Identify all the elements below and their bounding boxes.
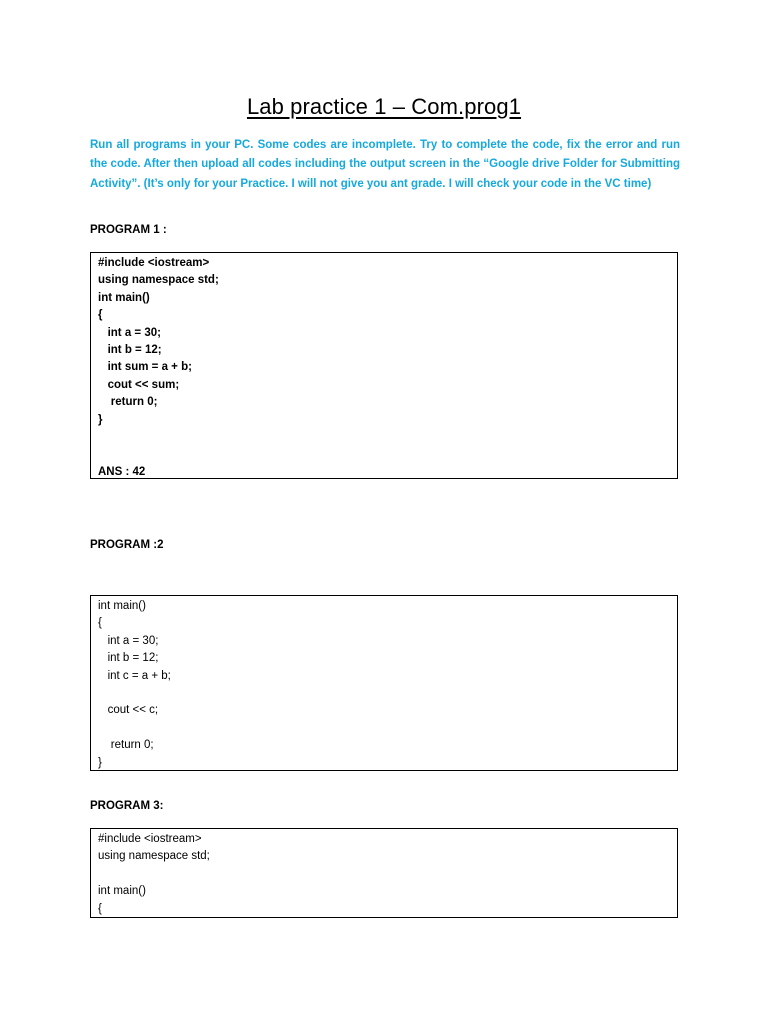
code-line: }	[98, 413, 103, 426]
code-line: {	[98, 902, 102, 915]
code-line	[98, 720, 670, 737]
code-line: }	[98, 756, 102, 769]
code-line: int main()	[98, 885, 146, 898]
program-3-heading: PROGRAM 3:	[90, 800, 164, 812]
code-line: int c = a + b;	[98, 669, 171, 682]
code-line: {	[98, 617, 102, 630]
code-line: cout << c;	[98, 704, 159, 717]
code-line: int b = 12;	[98, 652, 159, 665]
program-3-code-box	[90, 828, 678, 918]
code-line: int a = 30;	[98, 634, 159, 647]
code-line	[98, 866, 670, 883]
code-line: return 0;	[98, 396, 158, 409]
code-line	[98, 446, 670, 463]
code-line: using namespace std;	[98, 274, 219, 287]
code-line: cout << sum;	[98, 378, 180, 391]
code-line	[98, 429, 670, 446]
code-line: return 0;	[98, 739, 154, 752]
code-line: #include <iostream>	[98, 833, 202, 845]
program-1-heading: PROGRAM 1 :	[90, 224, 167, 236]
program-1-code-box	[90, 252, 678, 479]
code-line: int b = 12;	[98, 343, 162, 356]
code-line: #include <iostream>	[98, 257, 210, 269]
document-title: Lab practice 1 – Com.prog1	[246, 94, 522, 119]
code-line: int main()	[98, 291, 150, 304]
program-2-code-box	[90, 595, 678, 771]
code-line: using namespace std;	[98, 850, 210, 863]
program-2-heading: PROGRAM :2	[90, 539, 164, 551]
code-line	[98, 685, 670, 702]
instructions-paragraph: Run all programs in your PC. Some codes are incomplete. Try to complete the code, fix the error and run the code. After then upload all codes including the output screen in the “Google drive Folder for Submitting Activity”. (It’s only for your Practice. I will not give you ant grade. I will check your code in the VC time)	[90, 139, 680, 190]
code-line: int main()	[98, 600, 146, 612]
code-line: int sum = a + b;	[98, 361, 192, 374]
answer-line: ANS : 42	[98, 465, 146, 478]
code-line: {	[98, 309, 103, 322]
code-line: int a = 30;	[98, 326, 161, 339]
